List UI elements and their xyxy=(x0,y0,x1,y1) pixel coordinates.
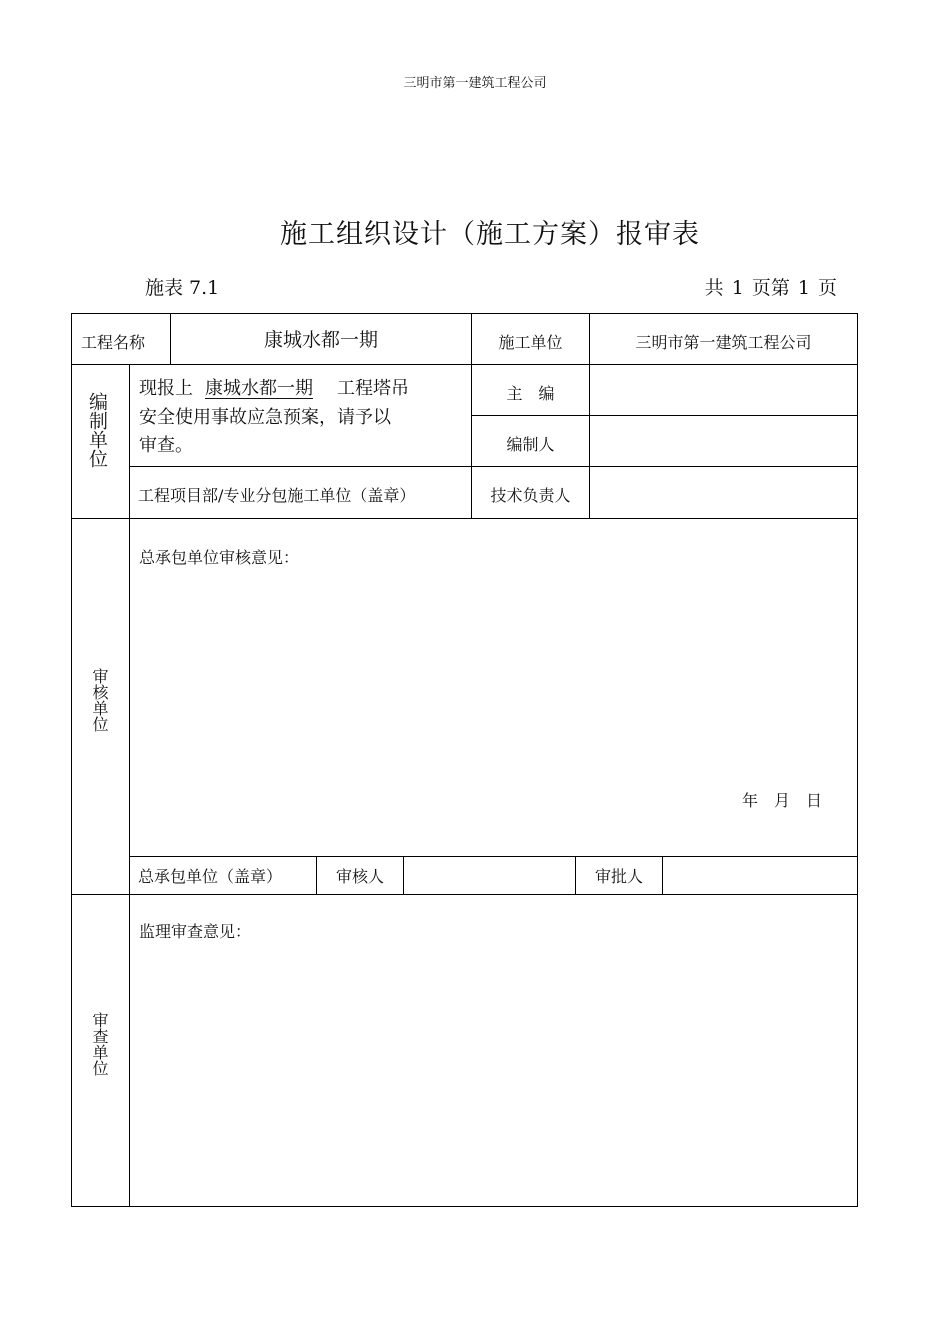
cell-reviewer-value[interactable] xyxy=(403,856,576,895)
chief-editor-label: 主 编 xyxy=(506,384,555,403)
form-title: 施工组织设计（施工方案）报审表 xyxy=(280,219,700,250)
review-seal-label: 总承包单位（盖章） xyxy=(138,867,283,886)
construction-unit-value: 三明市第一建筑工程公司 xyxy=(635,333,812,352)
dept-label: 工程项目部/专业分包施工单位（盖章） xyxy=(138,486,416,505)
page-info: 共 1 页第 1 页 xyxy=(704,277,837,299)
review-opinion-label: 总承包单位审核意见： xyxy=(139,548,300,567)
approver-label: 审批人 xyxy=(594,867,643,886)
cell-compiler-value[interactable] xyxy=(589,415,858,467)
review-section-label: 审核单位 xyxy=(90,668,109,732)
reviewer-label: 审核人 xyxy=(335,867,384,886)
construction-unit-label: 施工单位 xyxy=(498,333,563,352)
compile-text-mid: 工程塔吊 xyxy=(337,378,409,399)
compile-text-line1 xyxy=(139,374,409,400)
compile-text-line3: 审查。 xyxy=(139,435,193,456)
compile-text-line2: 安全使用事故应急预案，请予以 xyxy=(139,407,391,428)
project-name-value: 康城水都一期 xyxy=(263,329,378,351)
project-name-label: 工程名称 xyxy=(81,333,146,352)
company-header: 三明市第一建筑工程公司 xyxy=(403,76,547,91)
tech-lead-label: 技术负责人 xyxy=(490,486,571,505)
compile-project-name: 康城水都一期 xyxy=(205,378,313,399)
compile-section-label: 编制单位 xyxy=(86,392,108,468)
inspect-section-label: 审查单位 xyxy=(90,1012,109,1076)
cell-tech-lead-value[interactable] xyxy=(589,466,858,519)
compiler-label: 编制人 xyxy=(506,435,555,454)
inspect-opinion-label: 监理审查意见： xyxy=(139,922,252,941)
review-date-label: 年 月 日 xyxy=(742,791,823,810)
form-number: 施表 7.1 xyxy=(145,277,220,299)
compile-text-prefix: 现报上 xyxy=(139,378,193,399)
cell-approver-value[interactable] xyxy=(662,856,858,895)
cell-chief-editor-value[interactable] xyxy=(589,364,858,416)
